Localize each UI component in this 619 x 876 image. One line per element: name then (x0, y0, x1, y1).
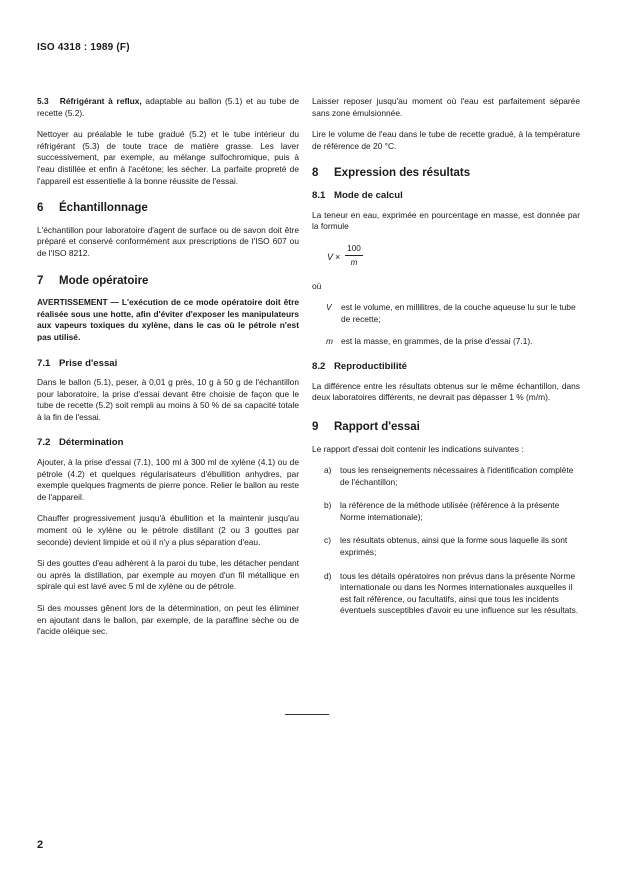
section-8-1-number: 8.1 (312, 189, 326, 201)
definition-mass-text: est la masse, en grammes, de la prise d'essai (7.1). (341, 335, 533, 346)
report-item-b (324, 500, 580, 523)
definition-volume-symbol: V (326, 302, 332, 313)
section-7-2-heading (37, 437, 299, 449)
water-content-formula (312, 243, 580, 273)
section-6-number: 6 (37, 202, 44, 215)
report-item-c (324, 535, 580, 558)
section-5-3-cleaning-paragraph: Nettoyer au préalable le tube gradué (5.2) et le tube intérieur du réfrigérant (5.3) de toute trace de matière grasse. Les laver successivement, par exemple, au mélange sulfochromique, puis à l'eau distillée et enfin à l'acétone; les sécher. La parfaite propreté de l'appareil est essentielle à la bonne réussite de l'essai. (37, 129, 299, 186)
section-7-2-paragraph-2: Chauffer progressivement jusqu'à ébullition et la maintenir jusqu'au moment où le xylène ou le pétrole distillant (2 ou 3 gouttes par seconde) devient limpide et où il n'y a plus séparation d'eau. (37, 513, 299, 547)
formula-times-sign: × (335, 251, 341, 262)
section-8-2-paragraph: La différence entre les résultats obtenus sur le même échantillon, dans deux laboratoires différents, ne devrait pas dépasser 1 % (m/m). (312, 380, 580, 403)
definition-mass-symbol: m (326, 335, 333, 346)
section-7-number: 7 (37, 274, 44, 287)
section-8-1-paragraph: La teneur en eau, exprimée en pourcentage en masse, est donnée par la formule (312, 209, 580, 232)
section-9-title: Rapport d'essai (334, 420, 420, 433)
end-divider (285, 714, 329, 715)
section-7-warning: AVERTISSEMENT — L'exécution de ce mode opératoire doit être réalisée sous une hotte, afin d'éviter d'exposer les manipulateurs aux vapeurs toxiques du xylène, dans le cas où le pétrole n'est pas utilisé. (37, 297, 299, 342)
page-number: 2 (37, 839, 44, 851)
report-item-d (324, 571, 580, 617)
section-6-title: Échantillonnage (59, 202, 148, 215)
section-8-2-title: Reproductibilité (334, 361, 408, 373)
report-item-a (324, 465, 580, 488)
section-7-2-paragraph-1: Ajouter, à la prise d'essai (7.1), 100 ml à 300 ml de xylène (4.1) ou de pétrole (4.2) et quelques régularisateurs d'ébullition anhydres, par exemple quelques fragments de pierre ponce. Relier le ballon au reste de l'appareil. (37, 457, 299, 502)
section-8-2-heading (312, 361, 580, 373)
section-6-paragraph: L'échantillon pour laboratoire d'agent de surface ou de savon doit être préparé et conservé conformément aux prescriptions de l'ISO 607 ou de l'ISO 8212. (37, 224, 299, 258)
section-5-3-title: Réfrigérant à reflux, (59, 96, 142, 106)
report-item-a-text: tous les renseignements nécessaires à l'identification complète de l'échantillon; (340, 465, 574, 487)
section-5-3-number: 5.3 (37, 96, 49, 106)
section-7-1-number: 7.1 (37, 357, 51, 369)
section-7-heading (37, 276, 299, 288)
formula-numerator: 100 (347, 243, 361, 253)
left-column (37, 96, 299, 648)
section-9-number: 9 (312, 420, 319, 433)
section-8-number: 8 (312, 167, 319, 180)
section-6-heading (37, 203, 299, 215)
section-7-2-title: Détermination (59, 437, 124, 449)
section-9-heading (312, 422, 580, 434)
report-item-c-letter: c) (324, 535, 331, 546)
formula-fraction-bar (345, 255, 363, 256)
section-7-title: Mode opératoire (59, 274, 149, 287)
section-8-2-number: 8.2 (312, 361, 326, 373)
continuation-paragraph-2: Lire le volume de l'eau dans le tube de recette gradué, à la température de référence de 20 °C. (312, 129, 580, 151)
section-7-2-number: 7.2 (37, 437, 51, 449)
report-item-c-text: les résultats obtenus, ainsi que la forme sous laquelle ils sont exprimés; (340, 535, 568, 558)
section-8-1-title: Mode de calcul (334, 189, 403, 201)
section-7-1-heading (37, 358, 299, 370)
report-item-a-letter: a) (324, 465, 332, 476)
report-item-b-text: la référence de la méthode utilisée (référence à la présente Norme internationale); (340, 500, 560, 522)
formula-volume-symbol: V (327, 251, 334, 262)
definition-volume-text: est le volume, en millilitres, de la couche aqueuse lu sur le tube de recette; (341, 302, 576, 324)
section-8-title: Expression des résultats (334, 167, 471, 180)
report-item-b-letter: b) (324, 500, 332, 511)
definition-mass (326, 336, 580, 348)
report-item-d-text: tous les détails opératoires non prévus dans la présente Norme internationale ou dans les Normes internationales auxquelles il est fait référence, ou facultatifs, ainsi que tous les incidents éventuels susceptibles d'avoir eu une influence sur les résultats. (340, 570, 579, 616)
formula-fraction (345, 243, 363, 269)
continuation-paragraph-1: Laisser reposer jusqu'au moment où l'eau est parfaitement séparée sans zone émulsionnée. (312, 96, 580, 118)
right-column (312, 96, 580, 629)
definition-volume (326, 302, 580, 325)
section-8-1-heading (312, 190, 580, 202)
section-5-3-text: adaptable au ballon (5.1) et au tube de recette (5.2). (37, 96, 300, 118)
section-8-heading (312, 168, 580, 180)
section-7-2-paragraph-4: Si des mousses gênent lors de la détermination, on peut les éliminer en ajoutant dans le ballon, par exemple, de la paraffine sèche ou de l'acide oléique sec. (37, 603, 299, 637)
section-7-2-paragraph-3: Si des gouttes d'eau adhèrent à la paroi du tube, les détacher pendant ou après la distillation, par exemple au moyen d'un fil métallique en spirale qui est lavé avec 5 ml de xylène ou de pétrole. (37, 558, 299, 592)
section-9-intro: Le rapport d'essai doit contenir les indications suivantes : (312, 443, 524, 454)
section-7-1-title: Prise d'essai (59, 357, 118, 369)
formula-denominator: m (350, 258, 358, 268)
report-item-d-letter: d) (324, 570, 332, 581)
where-label: où (312, 280, 322, 291)
section-7-1-paragraph: Dans le ballon (5.1), peser, à 0,01 g près, 10 g à 50 g de l'échantillon pour laboratoire, la prise d'essai devant être choisie de façon que le tube de recette (5.2) soit rempli au moins à 50 % de sa capacité totale à la fin de l'essai. (37, 377, 299, 422)
document-header: ISO 4318 : 1989 (F) (37, 42, 130, 53)
section-5-3-paragraph (37, 96, 299, 119)
